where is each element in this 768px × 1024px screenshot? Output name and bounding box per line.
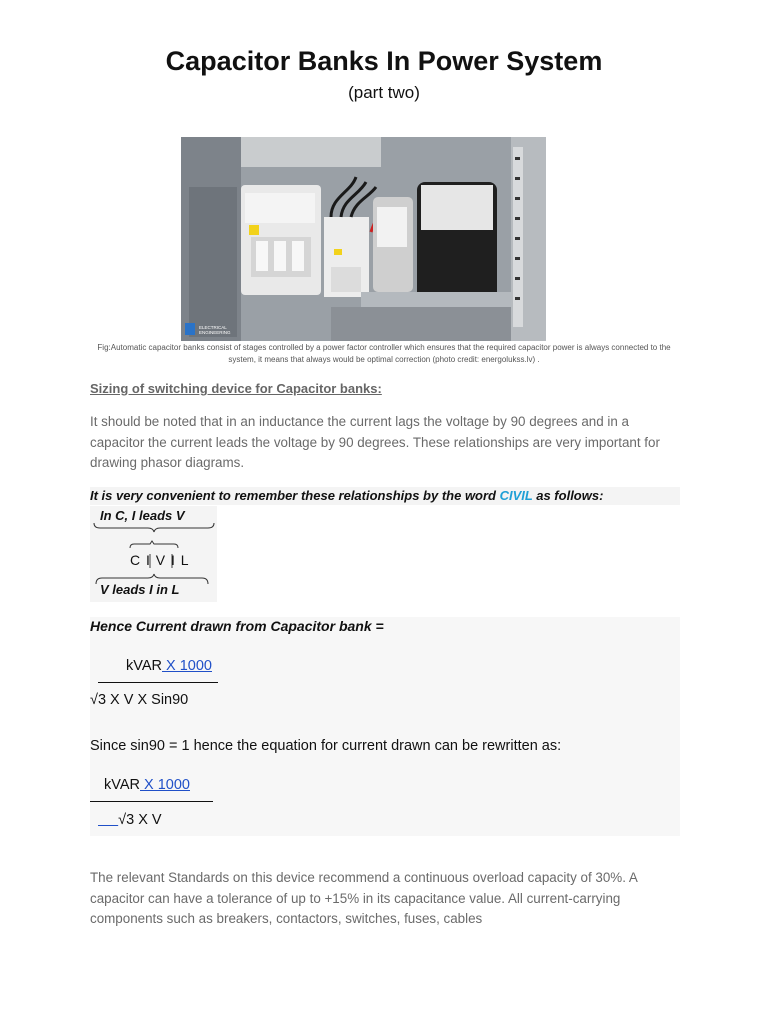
paragraph-phase-relationships: It should be noted that in an inductance the current lags the voltage by 90 degrees and in a capacitor the current leads the voltage by 90 degrees. These relationships are very important for drawing phasor diagrams. <box>90 414 660 470</box>
civil-bracket-top <box>130 541 178 548</box>
formula1-numerator <box>126 658 212 674</box>
civil-bottom-label: V leads I in L <box>100 582 180 597</box>
section-heading: Sizing of switching device for Capacitor banks: <box>90 381 382 396</box>
logo-text-line1: ELECTRICAL <box>199 325 227 330</box>
formula-block <box>90 617 680 836</box>
civil-mnemonic-figure <box>90 506 217 602</box>
civil-mnemonic-intro <box>90 487 680 505</box>
formula2-blank-link[interactable] <box>98 812 118 828</box>
capacitor-bank-illustration <box>181 137 546 341</box>
formula1-kvar: kVAR <box>126 658 162 674</box>
since-sentence: Since sin90 = 1 hence the equation for current drawn can be rewritten as: <box>90 738 562 754</box>
photo-caption: Fig:Automatic capacitor banks consist of stages controlled by a power factor controller which ensures that the required capacitor power is always connected to the system, it means that always would be optimal correction (photo credit: energolukss.lv) . <box>97 343 671 364</box>
civil-intro-lead: It is very convenient to remember these relationships by the word <box>90 488 500 503</box>
formula2-x1000-link[interactable]: X 1000 <box>140 777 190 793</box>
formula1-fraction-bar <box>98 682 218 683</box>
formula1-denominator: √3 X V X Sin90 <box>90 692 189 708</box>
civil-letters: C I V I L <box>130 552 190 568</box>
civil-word: CIVIL <box>499 488 533 503</box>
paragraph-overload-capacity: The relevant Standards on this device recommend a continuous overload capacity of 30%. A capacitor can have a tolerance of up to +15% in its capacitance value. All current-carrying components such as breakers, contactors, switches, fuses, cables <box>90 870 638 926</box>
civil-top-label: In C, I leads V <box>100 508 185 523</box>
civil-intro-tail: as follows: <box>532 488 604 503</box>
formula2-numerator <box>104 777 190 793</box>
formula2-kvar: kVAR <box>104 777 140 793</box>
logo-text-line2: ENGINEERING <box>199 330 231 335</box>
formula-heading: Hence Current drawn from Capacitor bank = <box>90 618 384 634</box>
formula1-x1000-link[interactable]: X 1000 <box>162 658 212 674</box>
formula2-denominator <box>98 812 162 828</box>
document-title: Capacitor Banks In Power System <box>165 46 603 76</box>
formula2-den-text: √3 X V <box>118 812 162 828</box>
document-subtitle: (part two) <box>348 83 420 102</box>
capacitor-bank-photo <box>181 137 546 341</box>
formula2-fraction-bar <box>90 801 213 802</box>
